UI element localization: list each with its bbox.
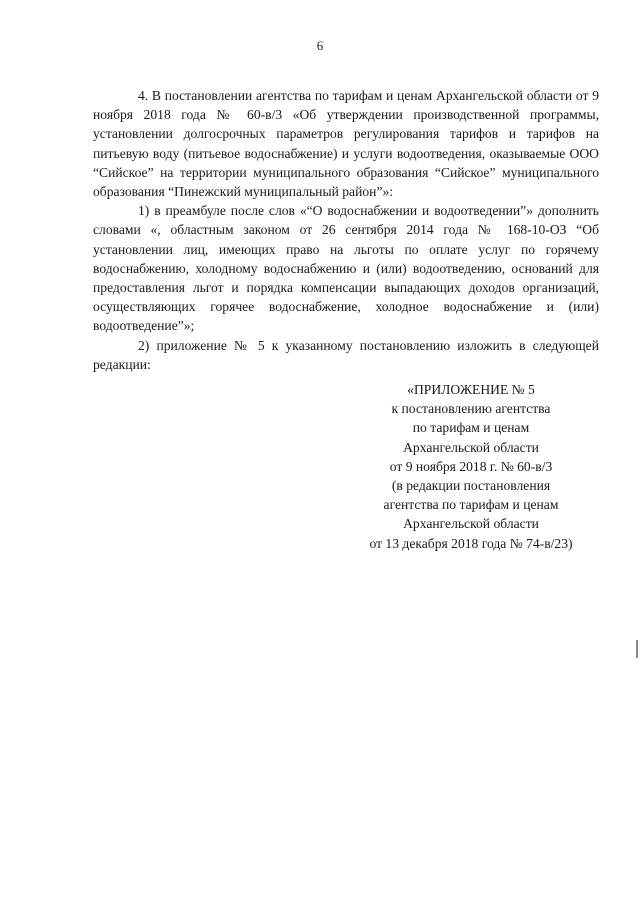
paragraph-subitem-2: 2) приложение № 5 к указанному постановлению изложить в следующей редакции: xyxy=(93,337,599,372)
appendix-line: к постановлению агентства xyxy=(391,401,551,417)
appendix-header xyxy=(346,380,596,553)
appendix-title: «ПРИЛОЖЕНИЕ № 5 xyxy=(407,382,535,397)
appendix-line: от 13 декабря 2018 года № 74-в/23) xyxy=(369,535,573,551)
scan-edge-mark xyxy=(636,640,638,658)
appendix-line: (в редакции постановления xyxy=(391,478,551,494)
appendix-line: от 9 ноября 2018 г. № 60-в/3 xyxy=(389,458,553,474)
appendix-line: по тарифам и ценам xyxy=(412,420,530,436)
page-number: 6 xyxy=(316,38,324,53)
appendix-line: Архангельской области xyxy=(403,439,539,455)
appendix-line: Архангельской области xyxy=(403,516,539,532)
document-body xyxy=(93,86,599,374)
paragraph-item-4: 4. В постановлении агентства по тарифам и ценам Архангельской области от 9 ноября 2018 года № 60-в/3 «Об утверждении производственной программы, установлении долгосрочных параметров регулирования тарифов и тарифов на питьевую воду (питьевое водоснабжение) и услуги водоотведения, оказываемые ООО “Сийское” на территории муниципального образования “Сийское” муниципального образования “Пинежский муниципальный район”»: xyxy=(93,88,599,200)
paragraph-subitem-1: 1) в преамбуле после слов «“О водоснабжении и водоотведении”» дополнить словами «, областным законом от 26 сентября 2014 года № 168-10-ОЗ “Об установлении лиц, имеющих право на льготы по оплате услуг по горячему водоснабжению, холодному водоснабжению и (или) водоотведению, оснований для предоставления льгот и порядка компенсации выпадающих доходов организаций, осуществляющих горячее водоснабжение, холодное водоснабжение и (или) водоотведение”»; xyxy=(93,203,599,334)
appendix-line: агентства по тарифам и ценам xyxy=(383,497,559,513)
